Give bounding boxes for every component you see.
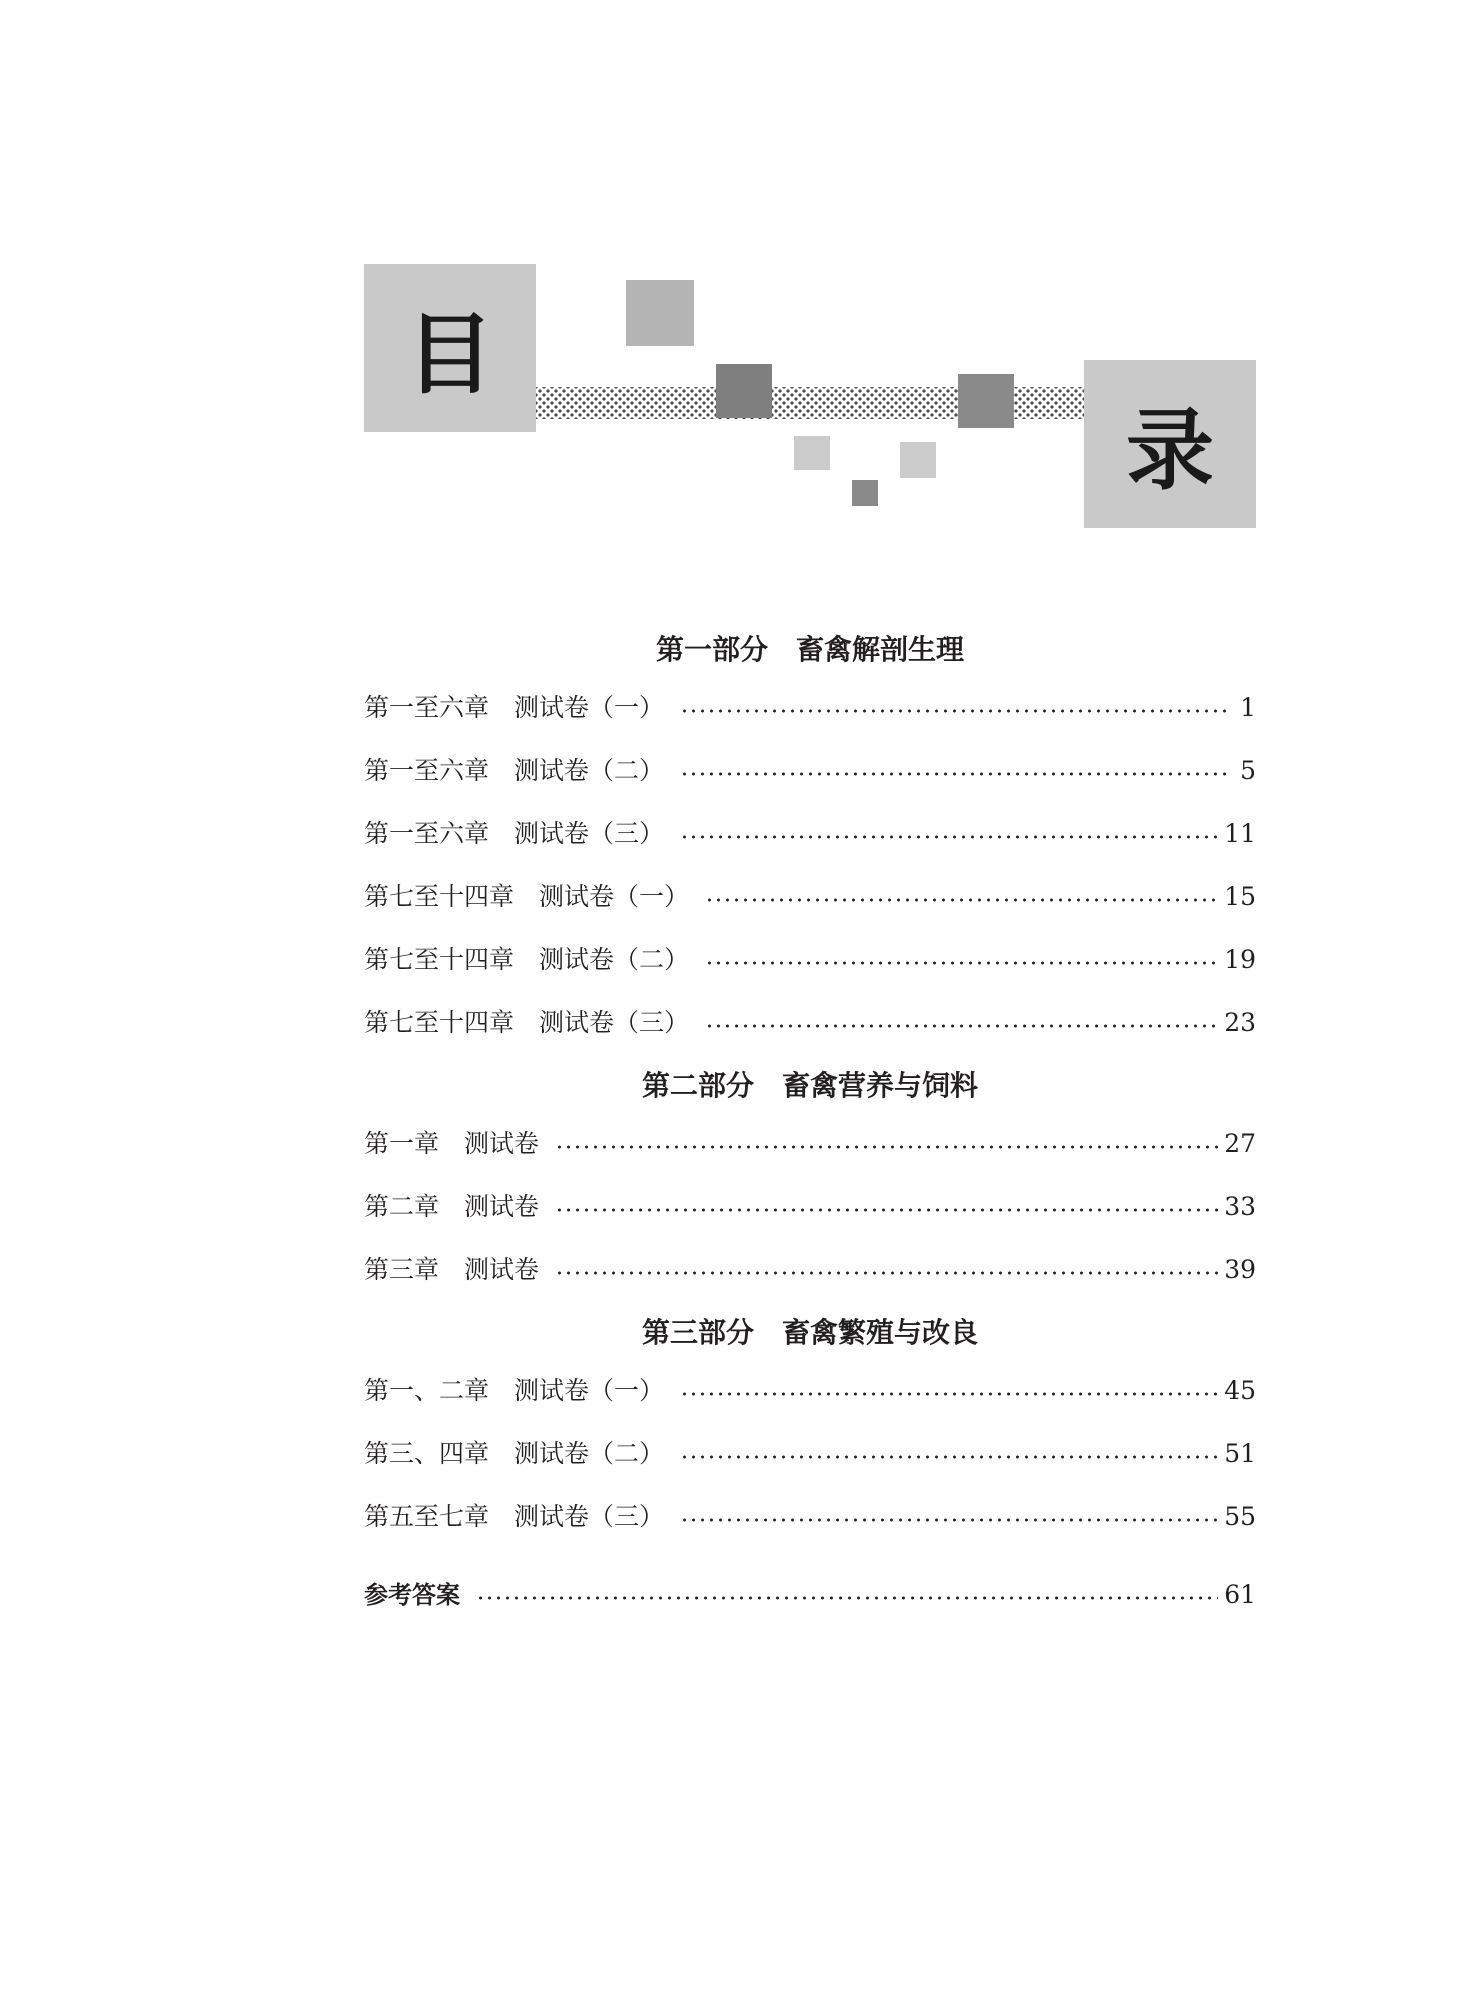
decorative-square [626,280,694,346]
toc-entry-page: 45 [1224,1376,1256,1405]
dot-leader [476,1595,1218,1601]
dot-leader [555,1144,1218,1150]
toc-entry-page: 51 [1224,1439,1256,1468]
decorative-square [958,374,1014,428]
dot-leader [705,897,1218,903]
decorative-square [852,480,878,506]
toc-entry-label: 第二章 测试卷 [364,1192,540,1221]
toc-entry-label: 第七至十四章 测试卷（二） [364,945,690,974]
toc-entry-page: 23 [1224,1008,1256,1037]
toc-entry-page: 61 [1224,1580,1256,1609]
toc-entry-label: 第五至七章 测试卷（三） [364,1502,665,1531]
toc-entry-page: 55 [1224,1502,1256,1531]
toc-entry[interactable] [364,1434,1256,1474]
toc-entry[interactable] [364,1187,1256,1227]
toc-entry[interactable] [364,688,1256,728]
toc-entry-answers[interactable] [364,1575,1256,1615]
toc-entry-label: 第三、四章 测试卷（二） [364,1439,665,1468]
toc-entry[interactable] [364,940,1256,980]
toc-entry[interactable] [364,1371,1256,1411]
decorative-square [716,364,772,418]
toc-entry-page: 1 [1240,693,1256,722]
toc-entry-label: 第三章 测试卷 [364,1255,540,1284]
toc-entry[interactable] [364,1003,1256,1043]
decorative-square [794,436,830,470]
dot-leader [680,1454,1218,1460]
toc-entry[interactable] [364,877,1256,917]
dot-leader [680,1517,1218,1523]
section-title: 第一部分 畜禽解剖生理 [655,633,964,666]
toc-entry-page: 39 [1224,1255,1256,1284]
toc-entry-label: 第一至六章 测试卷（三） [364,819,665,848]
toc-entry-label: 第七至十四章 测试卷（三） [364,1008,690,1037]
toc-entry-page: 27 [1224,1129,1256,1158]
dot-leader [555,1270,1218,1276]
dot-leader [680,771,1226,777]
title-box-lu [1084,360,1256,528]
title-char-lu: 录 [1125,399,1214,502]
table-of-contents [364,630,1256,1638]
dot-leader [680,834,1218,840]
decorative-square [900,442,936,478]
toc-entry-label: 第七至十四章 测试卷（一） [364,882,690,911]
toc-entry[interactable] [364,1497,1256,1537]
dot-leader [555,1207,1218,1213]
dot-leader [705,960,1218,966]
toc-entry-label: 第一章 测试卷 [364,1129,540,1158]
toc-entry-label: 第一至六章 测试卷（二） [364,756,665,785]
toc-entry-label: 第一、二章 测试卷（一） [364,1376,665,1405]
toc-entry[interactable] [364,814,1256,854]
toc-entry-label: 参考答案 [364,1581,460,1609]
toc-entry-page: 11 [1224,819,1256,848]
title-char-mu: 目 [405,303,494,406]
toc-entry[interactable] [364,1250,1256,1290]
section-title: 第二部分 畜禽营养与饲料 [641,1069,978,1102]
title-box-mu [364,264,536,432]
toc-entry-page: 5 [1240,756,1256,785]
toc-entry-page: 15 [1224,882,1256,911]
toc-entry[interactable] [364,751,1256,791]
dot-leader [680,1391,1218,1397]
dot-leader [680,708,1226,714]
section-title: 第三部分 畜禽繁殖与改良 [641,1316,978,1349]
toc-entry-label: 第一至六章 测试卷（一） [364,693,665,722]
toc-entry-page: 19 [1224,945,1256,974]
toc-entry[interactable] [364,1124,1256,1164]
dot-leader [705,1023,1218,1029]
toc-entry-page: 33 [1224,1192,1256,1221]
